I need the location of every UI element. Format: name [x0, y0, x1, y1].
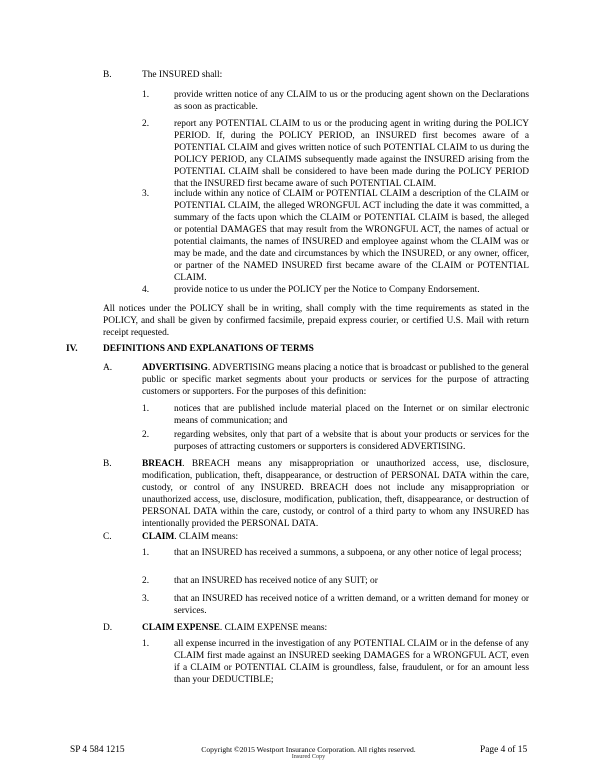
list-item: that an INSURED has received notice of any SUIT; or	[174, 576, 378, 586]
item-number: 3.	[142, 189, 150, 199]
item-number: 1.	[142, 404, 150, 414]
definition-text: . ADVERTISING means placing a notice that is broadcast or published to the general public or specific market segments about your products or services for the purpose of attracting customers or supporters. For the purposes of this definition:	[142, 363, 529, 397]
term: BREACH	[142, 459, 183, 469]
definition-letter: B.	[103, 459, 112, 469]
item-number: 1.	[142, 90, 150, 100]
list-item: notices that are published include material placed on the Internet or on similar electronic means of communication; and	[174, 404, 529, 426]
term: ADVERTISING	[142, 363, 208, 373]
list-item: provide written notice of any CLAIM to us or the producing agent shown on the Declarations as soon as practicable.	[174, 90, 529, 112]
list-item: all expense incurred in the investigation of any POTENTIAL CLAIM or in the defense of any CLAIM first made against an INSURED seeking DAMAGES for a WRONGFUL ACT, even if a CLAIM or POTENTIAL CLAIM is groundless, false, fraudulent, or for an amount less than your DEDUCTIBLE;	[174, 639, 529, 685]
list-item: include within any notice of CLAIM or POTENTIAL CLAIM a description of the CLAIM or POTENTIAL CLAIM, the alleged WRONGFUL ACT including the date it was committed, a summary of the facts upon which the CLAIM or POTENTIAL CLAIM is based, the alleged or potential DAMAGES that may result from the WRONGFUL ACT, the names of actual or potential claimants, the names of INSURED and employee against whom the CLAIM was or may be made, and the date and circumstances by which the INSURED, or any owner, officer, or partner of the NAMED INSURED first became aware of the CLAIM or POTENTIAL CLAIM.	[174, 189, 529, 283]
term: CLAIM	[142, 532, 175, 542]
definition-letter: C.	[103, 532, 112, 542]
list-item: that an INSURED has received notice of a written demand, or a written demand for money or services.	[174, 594, 529, 616]
definition-claim-expense	[142, 622, 327, 634]
definition-text: . CLAIM EXPENSE means:	[219, 623, 328, 633]
copyright-notice: Copyright ©2015 Westport Insurance Corporation. All rights reserved.	[201, 745, 416, 754]
section-b-intro: The INSURED shall:	[142, 70, 223, 80]
page-number: Page 4 of 15	[480, 745, 528, 755]
notice-paragraph: All notices under the POLICY shall be in writing, shall comply with the time requirements as stated in the POLICY, and shall be given by confirmed facsimile, prepaid express courier, or certified U.S. Mail with return receipt requested.	[103, 304, 529, 338]
insured-copy-label: Insured Copy	[291, 753, 326, 760]
definition-letter: A.	[103, 363, 113, 373]
item-number: 1.	[142, 639, 150, 649]
definition-text: . BREACH means any misappropriation or unauthorized access, use, disclosure, modification, publication, theft, disappearance, or destruction of PERSONAL DATA within the care, custody, or control of any INSURED. BREACH does not include any misappropriation or unauthorized access, use, disclosure, modification, publication, theft, disappearance, or destruction of PERSONAL DATA within the care, custody, or control of a third party to whom any INSURED has intentionally provided the PERSONAL DATA.	[142, 459, 529, 529]
form-number: SP 4 584 1215	[70, 745, 125, 755]
definition-letter: D.	[103, 623, 113, 633]
item-number: 1.	[142, 548, 150, 558]
term: CLAIM EXPENSE	[142, 623, 220, 633]
list-item: report any POTENTIAL CLAIM to us or the producing agent in writing during the POLICY PERIOD. If, during the POLICY PERIOD, an INSURED first becomes aware of a POTENTIAL CLAIM and gives written notice of such POTENTIAL CLAIM to us during the POLICY PERIOD, any CLAIMS subsequently made against the INSURED arising from the POTENTIAL CLAIM shall be considered to have been made during the POLICY PERIOD that the INSURED first became aware of such POTENTIAL CLAIM.	[174, 119, 529, 189]
definition-breach	[142, 458, 529, 530]
section-numeral: IV.	[66, 344, 78, 354]
section-title: DEFINITIONS AND EXPLANATIONS OF TERMS	[103, 344, 314, 354]
list-item: provide notice to us under the POLICY per the Notice to Company Endorsement.	[174, 285, 480, 295]
list-item: regarding websites, only that part of a website that is about your products or services for the purposes of attracting customers or supporters is considered ADVERTISING.	[174, 430, 529, 452]
item-number: 3.	[142, 594, 150, 604]
definition-advertising	[142, 362, 529, 398]
item-number: 2.	[142, 119, 150, 129]
definition-claim	[142, 531, 238, 543]
definition-text: . CLAIM means:	[174, 532, 239, 542]
list-item: that an INSURED has received a summons, a subpoena, or any other notice of legal process;	[174, 548, 522, 558]
item-number: 2.	[142, 430, 150, 440]
item-number: 4.	[142, 285, 150, 295]
item-number: 2.	[142, 576, 150, 586]
section-b-letter: B.	[103, 70, 112, 80]
